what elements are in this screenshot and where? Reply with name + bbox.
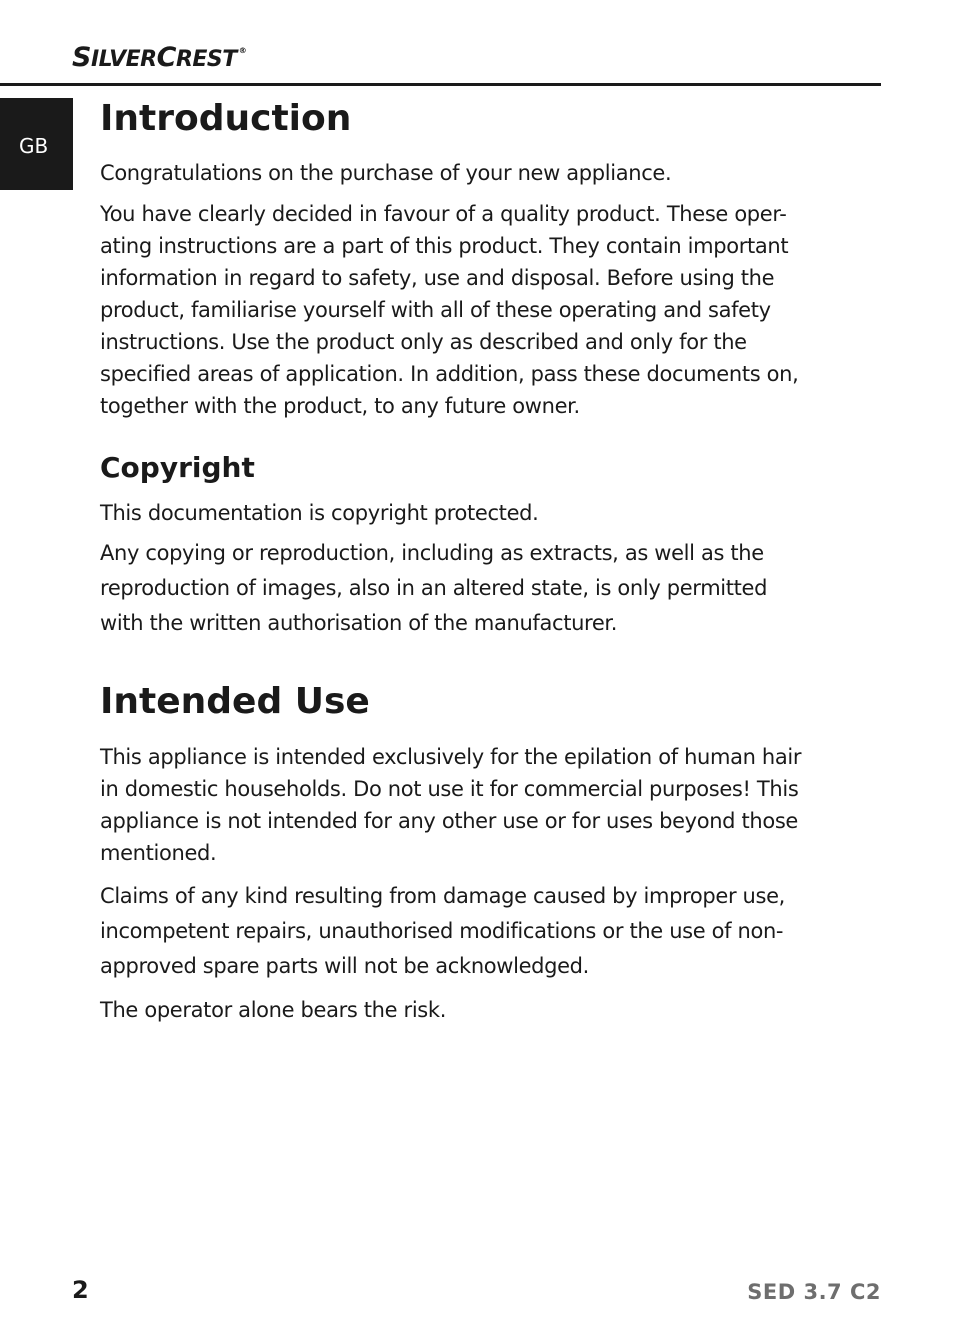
- intro-paragraph-2: [100, 198, 798, 422]
- copyright-heading: Copyright: [100, 451, 255, 484]
- header-divider: [0, 83, 881, 86]
- intended-use-paragraph-3: [100, 994, 446, 1026]
- text-line: instructions. Use the product only as described and only for the: [100, 330, 747, 354]
- text-line: mentioned.: [100, 841, 217, 865]
- model-number: SED 3.7 C2: [747, 1280, 881, 1304]
- introduction-heading: Introduction: [100, 98, 352, 139]
- text-line: appliance is not intended for any other use or for uses beyond those: [100, 809, 798, 833]
- text-line: with the written authorisation of the manufacturer.: [100, 611, 618, 635]
- text-line: specified areas of application. In addition, pass these documents on,: [100, 362, 799, 386]
- text-line: ating instructions are a part of this product. They contain important: [100, 234, 789, 258]
- brand-logo: SILVERCREST ®: [72, 42, 247, 73]
- text-line: together with the product, to any future owner.: [100, 394, 580, 418]
- language-tab: GB: [0, 98, 73, 190]
- text-line: product, familiarise yourself with all of these operating and safety: [100, 298, 771, 322]
- text-line: The operator alone bears the risk.: [100, 998, 447, 1022]
- text-line: incompetent repairs, unauthorised modifications or the use of non-: [100, 919, 784, 943]
- text-line: This appliance is intended exclusively for the epilation of human hair: [100, 745, 802, 769]
- intro-paragraph-1: [100, 157, 671, 189]
- text-line: You have clearly decided in favour of a quality product. These oper-: [100, 202, 787, 226]
- text-line: Claims of any kind resulting from damage caused by improper use,: [100, 884, 786, 908]
- text-line: Any copying or reproduction, including as extracts, as well as the: [100, 541, 764, 565]
- intended-use-heading: Intended Use: [100, 681, 370, 722]
- page-number: 2: [72, 1276, 89, 1304]
- copyright-paragraph-2: [100, 536, 767, 641]
- intended-use-paragraph-2: [100, 879, 785, 984]
- text-line: This documentation is copyright protected.: [100, 501, 539, 525]
- text-line: reproduction of images, also in an altered state, is only permitted: [100, 576, 768, 600]
- copyright-paragraph-1: [100, 497, 538, 529]
- text-line: approved spare parts will not be acknowledged.: [100, 954, 589, 978]
- text-line: information in regard to safety, use and disposal. Before using the: [100, 266, 775, 290]
- text-line: Congratulations on the purchase of your new appliance.: [100, 161, 672, 185]
- intended-use-paragraph-1: [100, 741, 801, 869]
- text-line: in domestic households. Do not use it for commercial purposes! This: [100, 777, 799, 801]
